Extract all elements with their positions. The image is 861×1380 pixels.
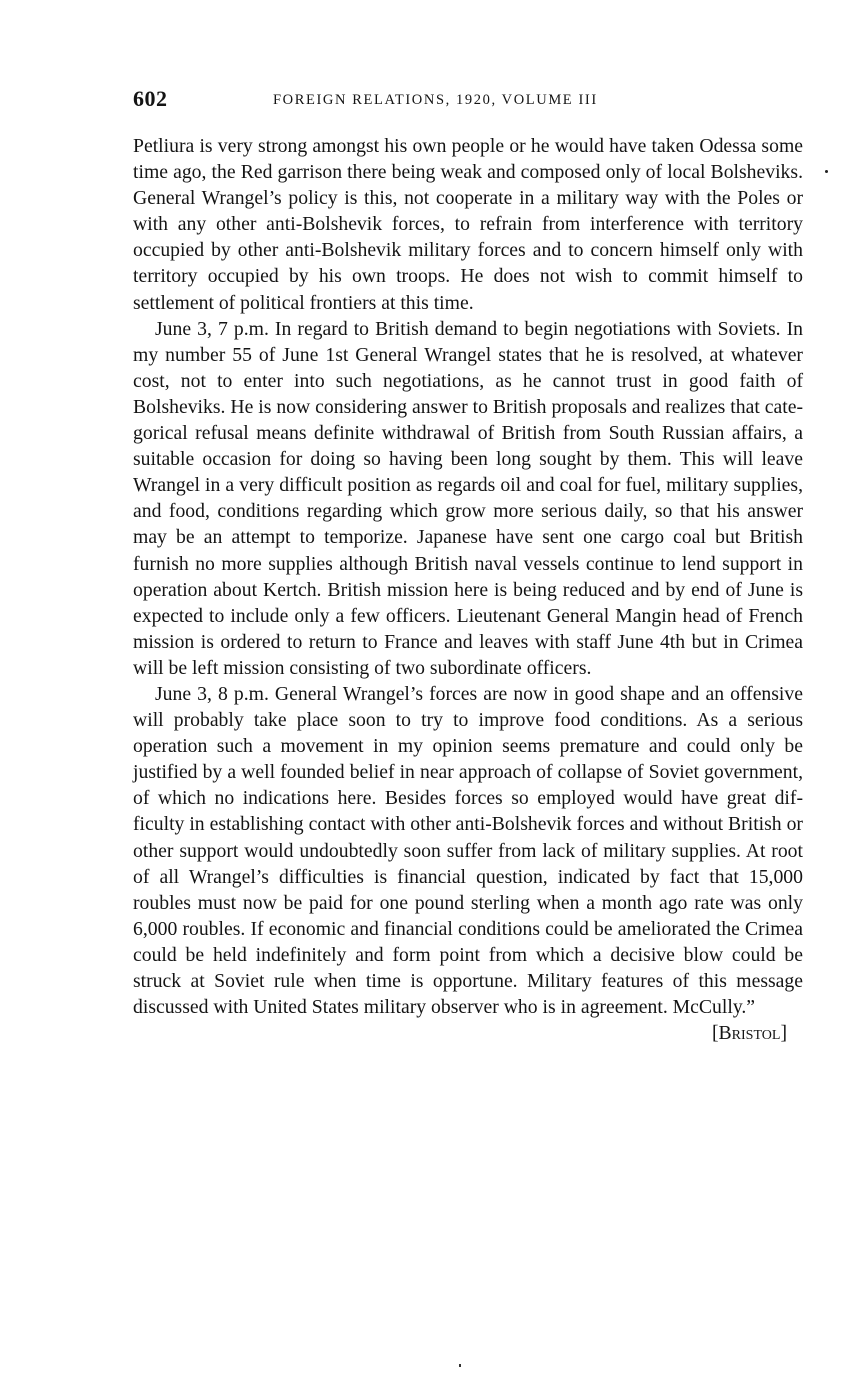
signature-name: Bristol <box>718 1022 781 1045</box>
page-number: 602 <box>133 86 168 111</box>
document-body <box>133 133 803 1046</box>
paragraph-continuation: Petliura is very strong amongst his own people or he would have taken Odessa some time ago, the Red garrison there being weak and composed only of local Bolsheviks. General Wrangel’s policy is this, not cooperate in a military way with the Poles or with any other anti-Bolshevik forces, to refrain from interference with territory occupied by other anti-Bolshevik military forces and to concern himself only with territory occupied by his own troops. He does not wish to commit himself to settlement of political frontiers at this time. <box>133 135 803 314</box>
signature-close-bracket: ] <box>780 1022 787 1045</box>
margin-mark <box>825 170 828 173</box>
footer-mark <box>459 1364 461 1367</box>
page-header <box>133 86 813 120</box>
paragraph-june-3-7pm: June 3, 7 p.m. In regard to British demand to begin negotiations with Soviets. In my number 55 of June 1st General Wrangel states that he is resolved, at whatever cost, not to enter into such negotiations, as he cannot trust in good faith of Bolsheviks. He is now considering answer to British proposals and realizes that categorical refusal means definite withdrawal of British from South Russian affairs, a suitable occasion for doing so having been long sought by them. This will leave Wrangel in a very difficult position as regards oil and coal for fuel, military supplies, and food, conditions regarding which grow more serious daily, so that his answer may be an attempt to temporize. Japanese have sent one cargo coal but British furnish no more supplies although British naval vessels continue to lend support in operation about Kertch. British mission here is being reduced and by end of June is expected to include only a few officers. Lieutenant General Mangin head of French mission is ordered to return to France and leaves with staff June 4th but in Crimea will be left mission consisting of two subordinate officers. <box>133 317 803 679</box>
running-head: FOREIGN RELATIONS, 1920, VOLUME III <box>273 92 598 108</box>
signature <box>133 1020 803 1046</box>
signature-open-bracket: [ <box>711 1022 719 1045</box>
paragraph-june-3-8pm: June 3, 8 p.m. General Wrangel’s forces are now in good shape and an offensive will probably take place soon to try to improve food conditions. As a serious operation such a movement in my opinion seems premature and could only be justified by a well founded belief in near approach of collapse of Soviet government, of which no indications here. Besides forces so employed would have great difficulty in establishing contact with other anti-Bolshevik forces and without British or other support would undoubtedly soon suffer from lack of military supplies. At root of all Wrangel’s difficulties is financial question, indicated by fact that 15,000 roubles must now be paid for one pound sterling when a month ago rate was only 6,000 roubles. If economic and financial conditions could be ameliorated the Crimea could be held indefinitely and form point from which a decisive blow could be struck at Soviet rule when time is opportune. Military features of this message discussed with United States military observer who is in agreement. McCully.” <box>133 682 803 1019</box>
